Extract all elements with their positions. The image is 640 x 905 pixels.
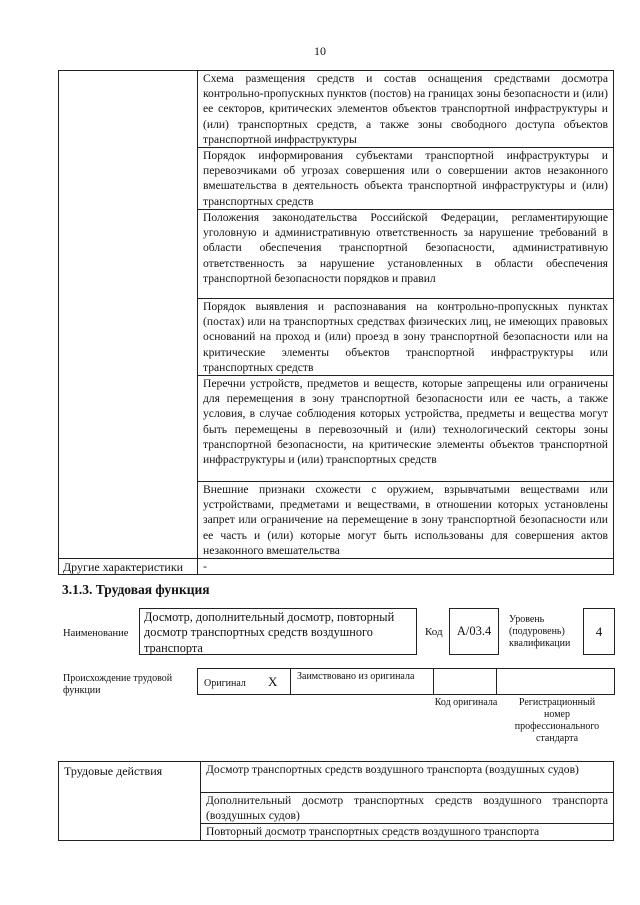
table-row-other (59, 559, 614, 575)
labour-actions-table (58, 761, 614, 841)
table-row (59, 71, 614, 148)
function-name-value: Досмотр, дополнительный досмотр, повторный досмотр транспортных средств воздушного транспорта (144, 610, 395, 655)
table-cell: Внешние признаки схожести с оружием, взрывчатыми веществами или устройствами, предметами и веществами, в отношении которых установлены запрет или ограничение на перемещение в зону транспортной безопасности или ее часть и (или) которые могут быть использованы для совершения актов незаконного вмешательства (198, 482, 614, 559)
code-original-caption: Код оригинала (434, 697, 498, 708)
knowledge-table (58, 70, 614, 575)
original-box (197, 668, 291, 695)
table-label-cell (59, 71, 198, 559)
original-label: Оригинал (204, 678, 246, 689)
level-label: Уровень (подуровень) квалификации (509, 614, 571, 649)
table-cell: Перечни устройств, предметов и веществ, которые запрещены или ограничены для перемещения в зону транспортной безопасности или ее часть, а также условия, в случае соблюдения которых устройства, предметы и вещества могут быть перемещены в перевозочный и (или) технологический секторы зоны транспортной безопасности, на критические элементы объектов транспортной инфраструктуры и (или) транспортных средств (198, 376, 614, 482)
reg-number-box (496, 668, 615, 695)
code-value: А/03.4 (456, 624, 492, 638)
origin-label: Происхождение трудовой функции (63, 673, 173, 696)
labour-actions-label: Трудовые действия (59, 762, 201, 841)
table-cell: Схема размещения средств и состав оснащения средствами досмотра контрольно-пропускных пунктов (постов) на границах зоны безопасности и (или) ее секторов, критических элементов объектов транспортной инфраструктуры и (или) транспортных средств, а также зоны свободного доступа объектов транспортной инфраструктуры (198, 71, 614, 148)
table-cell: Положения законодательства Российской Федерации, регламентирующие уголовную и административную ответственность за нарушение требований в области обеспечения транспортной безопасности, административную ответственность за нарушение установленных в области обеспечения транспортной безопасности порядков и правил (198, 210, 614, 299)
code-value-box (449, 608, 499, 655)
other-characteristics-value: - (198, 559, 614, 575)
reg-number-caption: Регистрационный номер профессионального стандарта (514, 697, 600, 744)
original-mark: X (268, 674, 278, 689)
table-cell: Повторный досмотр транспортных средств воздушного транспорта (201, 824, 614, 840)
table-cell: Дополнительный досмотр транспортных средств воздушного транспорта (воздушных судов) (201, 793, 614, 824)
level-value-box (583, 608, 615, 655)
borrowed-label: Заимствовано из оригинала (297, 671, 415, 682)
function-name-box (139, 608, 417, 655)
section-heading: 3.1.3. Трудовая функция (62, 582, 210, 597)
code-original-box (433, 668, 497, 695)
table-cell: Порядок информирования субъектами транспортной инфраструктуры и перевозчиками об угрозах совершения или о совершении актов незаконного вмешательства в деятельность объекта транспортной инфраструктуры и (или) транспортных средств (198, 148, 614, 210)
name-label: Наименование (63, 628, 129, 639)
code-label: Код (425, 626, 443, 638)
table-cell: Досмотр транспортных средств воздушного транспорта (воздушных судов) (201, 762, 614, 793)
other-characteristics-label: Другие характеристики (59, 559, 198, 575)
table-cell: Порядок выявления и распознавания на контрольно-пропускных пунктах (постах) или на транспортных средствах физических лиц, не имеющих правовых оснований на проход и (или) проезд в зону транспортной безопасности или на критические элементы объектов транспортной инфраструктуры или транспортных средств (198, 299, 614, 376)
level-value: 4 (595, 624, 603, 639)
table-row (59, 762, 614, 793)
borrowed-box (290, 668, 434, 695)
page-number: 10 (314, 44, 326, 58)
